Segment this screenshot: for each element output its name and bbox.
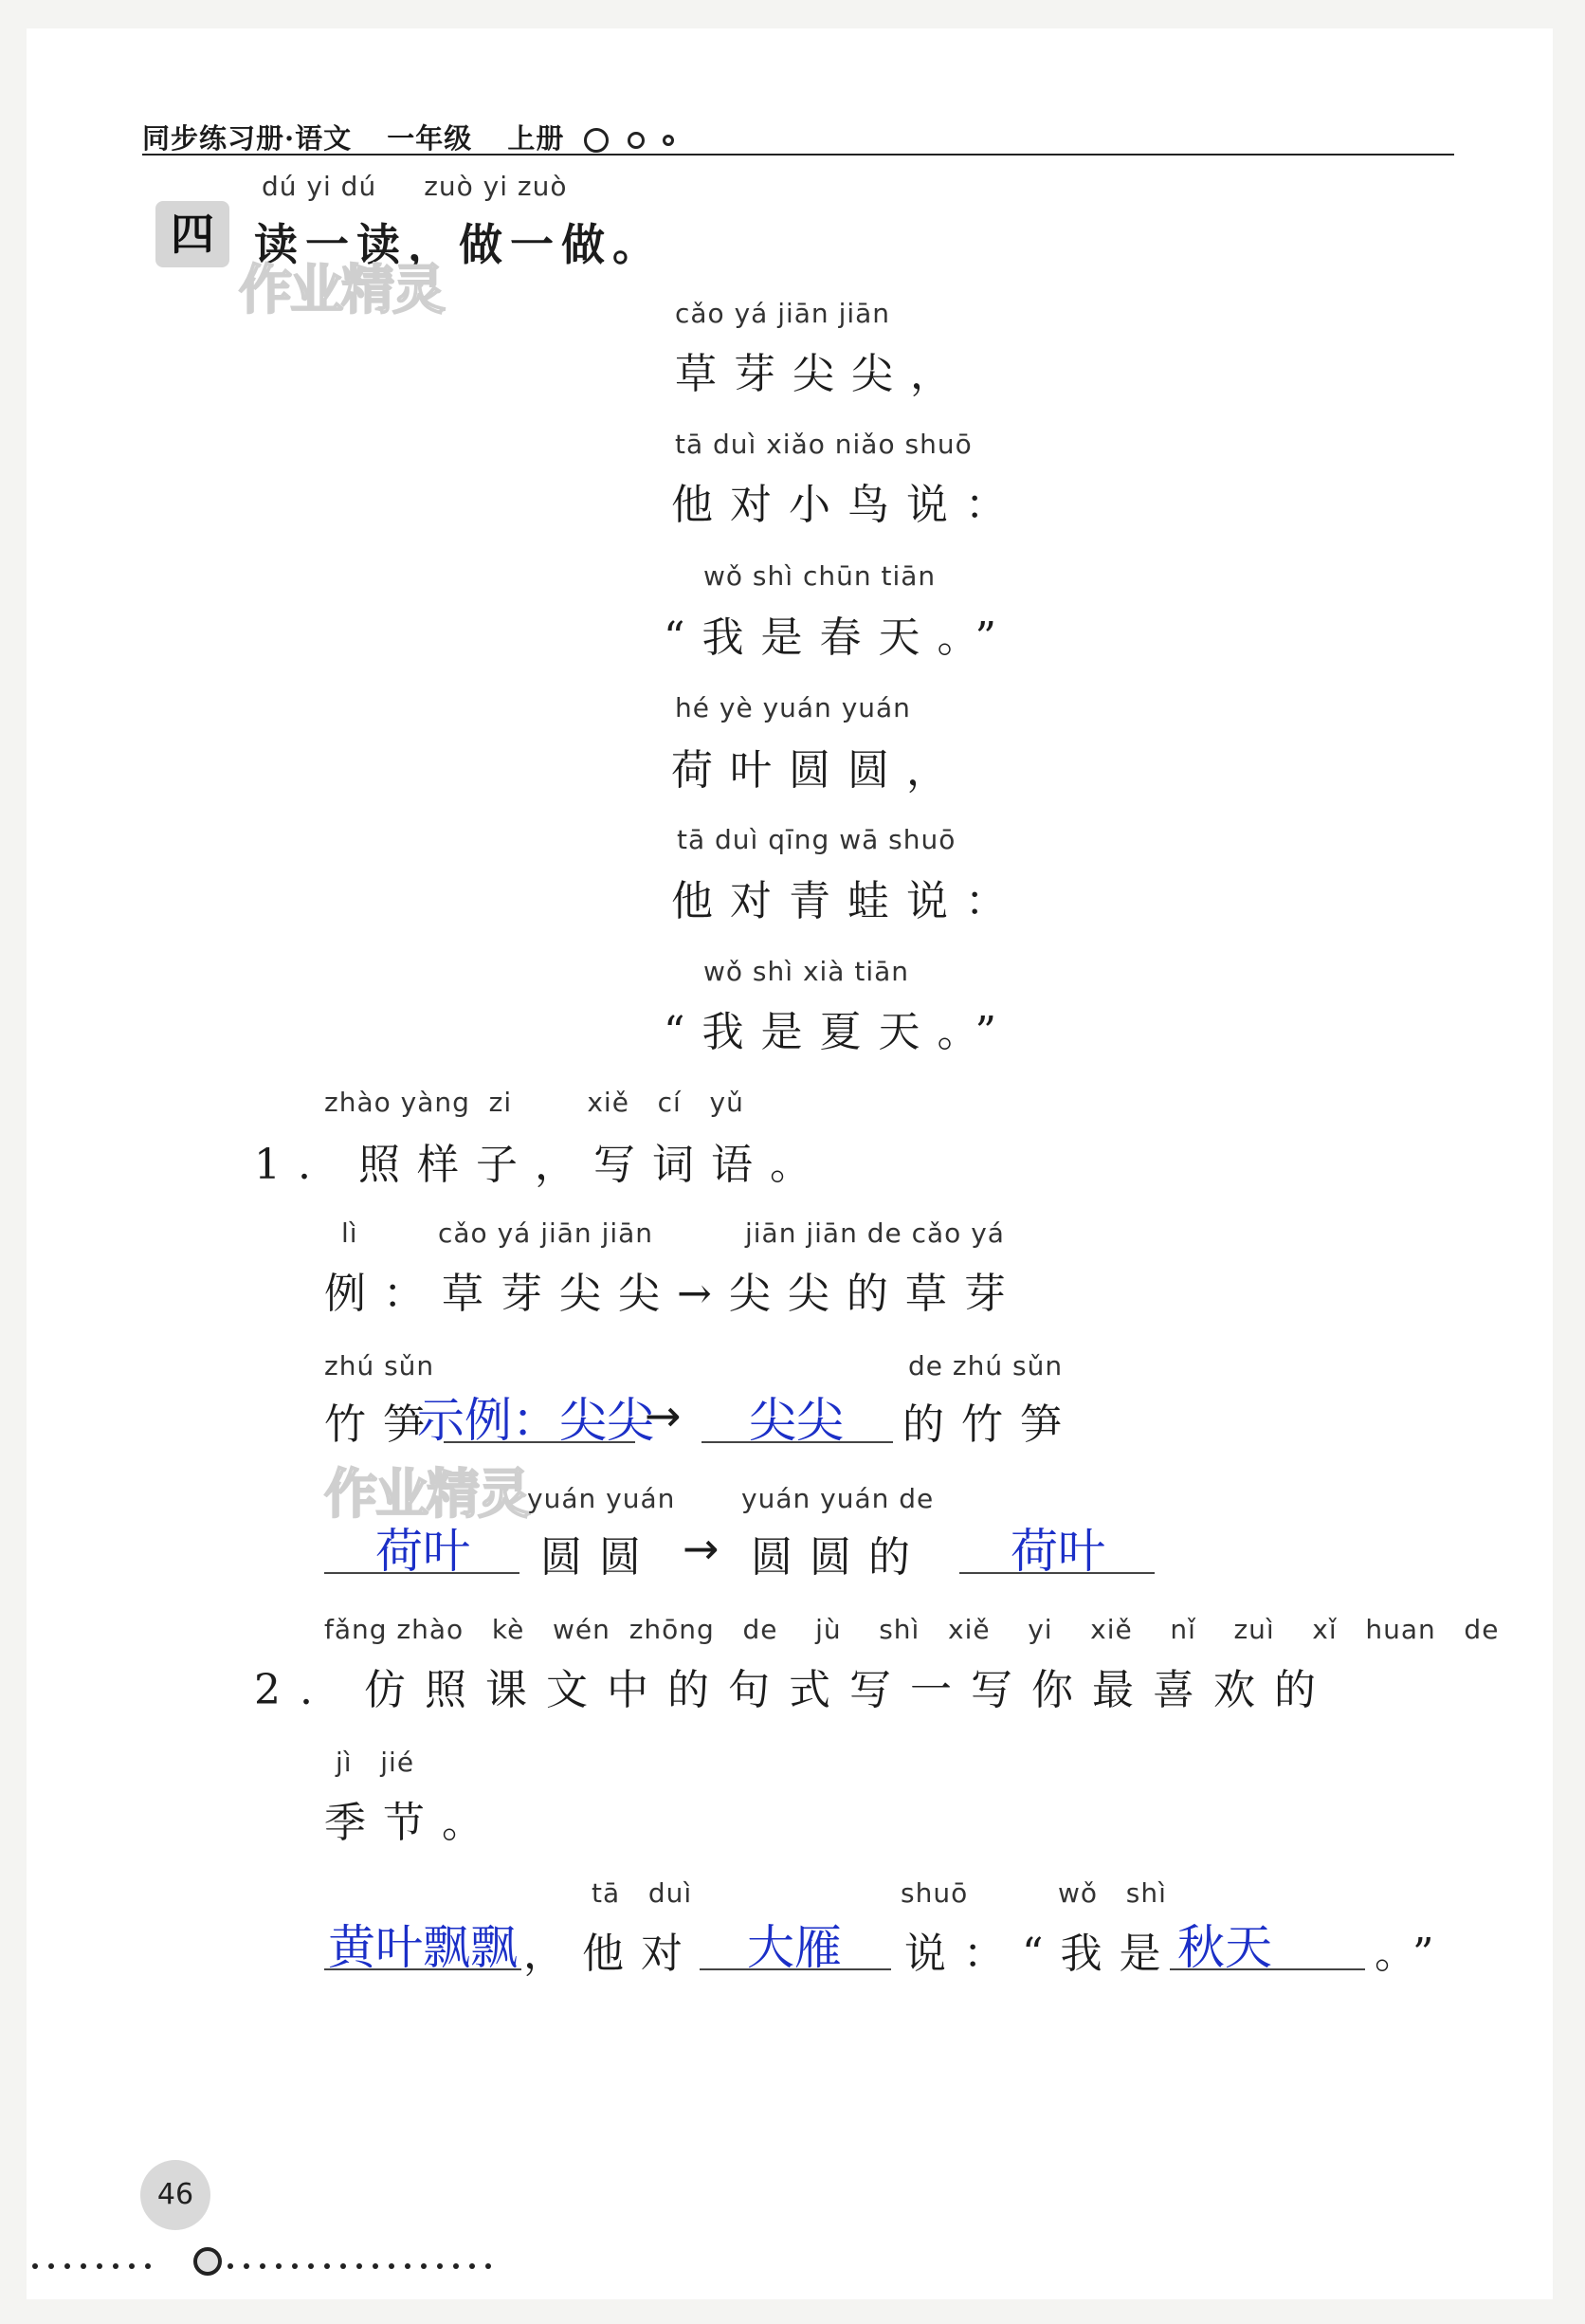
- poem-line-2-pinyin: tā duì xiǎo niǎo shuō: [675, 429, 973, 460]
- q1-row2-mid: 圆圆: [540, 1533, 658, 1582]
- q1-row2-pinyin-b: yuán yuán de: [741, 1483, 935, 1514]
- poem-line-4: 荷叶圆圆，: [671, 746, 965, 795]
- section-title-pinyin: dú yi dú zuò yi zuò: [262, 171, 568, 202]
- q2-fixed-b: 说：“我是: [904, 1930, 1178, 1978]
- answer-blank-line: [444, 1441, 635, 1443]
- q1-prompt: 1. 照样子，写词语。: [254, 1141, 829, 1189]
- poem-line-1: 草芽尖尖，: [675, 350, 969, 398]
- q1-row1-prefix: 竹笋: [324, 1400, 442, 1449]
- q1-example-pinyin-a: lì: [341, 1217, 358, 1249]
- arrow-icon: →: [645, 1390, 682, 1441]
- q1-row1-answer-a: 示例：尖尖: [417, 1393, 654, 1448]
- page-header: [142, 118, 1454, 156]
- dotted-rule-right: [228, 2255, 501, 2262]
- answer-blank-line: [700, 1968, 891, 1970]
- answer-blank-line: [1170, 1968, 1365, 1970]
- answer-blank-line: [324, 1968, 521, 1970]
- q1-example: 例：草芽尖尖→尖尖的草芽: [324, 1270, 1023, 1318]
- q1-row1-pinyin-a: zhú sǔn: [324, 1350, 435, 1382]
- q2-prompt-2: 季节。: [324, 1799, 501, 1847]
- poem-line-6: “我是夏天。”: [664, 1008, 1013, 1056]
- poem-line-3-pinyin: wǒ shì chūn tiān: [703, 560, 937, 592]
- answer-blank-line: [959, 1572, 1155, 1574]
- q1-row1-answer-b: 尖尖: [749, 1393, 844, 1448]
- dotted-rule-left: [32, 2255, 161, 2262]
- circle-icon: [584, 128, 609, 153]
- poem-line-2: 他对小鸟说：: [671, 481, 1024, 529]
- poem-line-3: “我是春天。”: [664, 613, 1013, 662]
- section-number-badge: 四: [155, 201, 229, 267]
- poem-line-5: 他对青蛙说：: [671, 877, 1024, 925]
- q2-answer-b: 大雁: [747, 1920, 842, 1975]
- answer-blank-line: [701, 1441, 893, 1443]
- arrow-icon: →: [683, 1523, 720, 1574]
- q2-pinyin-2: jì jié: [336, 1747, 415, 1778]
- watermark: 作业精灵: [239, 260, 444, 321]
- header-volume: 上册: [507, 122, 565, 155]
- q2-fixed-c: 。”: [1375, 1930, 1451, 1978]
- poem-line-6-pinyin: wǒ shì xià tiān: [703, 956, 910, 987]
- q2-answer-pinyin-b: shuō: [901, 1877, 969, 1909]
- q1-example-pinyin-b: cǎo yá jiān jiān: [438, 1217, 654, 1249]
- q2-pinyin: fǎng zhào kè wén zhōng de jù shì xiě yi xiě nǐ zuì xǐ huan de: [324, 1614, 1500, 1645]
- q2-answer-pinyin-c: wǒ shì: [1058, 1877, 1167, 1909]
- q1-row1-pinyin-b: de zhú sǔn: [908, 1350, 1064, 1382]
- circle-icon: [663, 135, 674, 146]
- q1-row2-answer-b: 荷叶: [1011, 1524, 1105, 1579]
- q2-fixed-a: ，他对: [523, 1930, 700, 1978]
- q1-row1-suffix: 的竹笋: [902, 1400, 1079, 1449]
- q2-prompt: 2. 仿照课文中的句式写一写你最喜欢的: [254, 1666, 1335, 1714]
- page-number: 46: [140, 2160, 210, 2230]
- answer-blank-line: [324, 1572, 519, 1574]
- q2-answer-a: 黄叶飘飘: [328, 1920, 518, 1975]
- q1-row2-pinyin-a: yuán yuán: [527, 1483, 676, 1514]
- section-title: 读一读，做一做。: [254, 219, 664, 270]
- q1-example-pinyin-c: jiān jiān de cǎo yá: [745, 1217, 1005, 1249]
- header-grade: 一年级: [387, 122, 473, 155]
- q1-row2-mid2: 圆圆的: [751, 1533, 927, 1582]
- circle-icon: [628, 132, 645, 149]
- watermark: 作业精灵: [324, 1464, 529, 1526]
- poem-line-5-pinyin: tā duì qīng wā shuō: [677, 824, 956, 855]
- header-title: 同步练习册·语文: [142, 122, 353, 155]
- circle-icon: [193, 2247, 222, 2276]
- q1-row2-answer-a: 荷叶: [375, 1524, 470, 1579]
- poem-line-4-pinyin: hé yè yuán yuán: [675, 692, 911, 723]
- q2-answer-c: 秋天: [1177, 1920, 1272, 1975]
- poem-line-1-pinyin: cǎo yá jiān jiān: [675, 298, 891, 329]
- q2-answer-pinyin-a: tā duì: [592, 1877, 693, 1909]
- q1-pinyin: zhào yàng zi xiě cí yǔ: [324, 1087, 744, 1118]
